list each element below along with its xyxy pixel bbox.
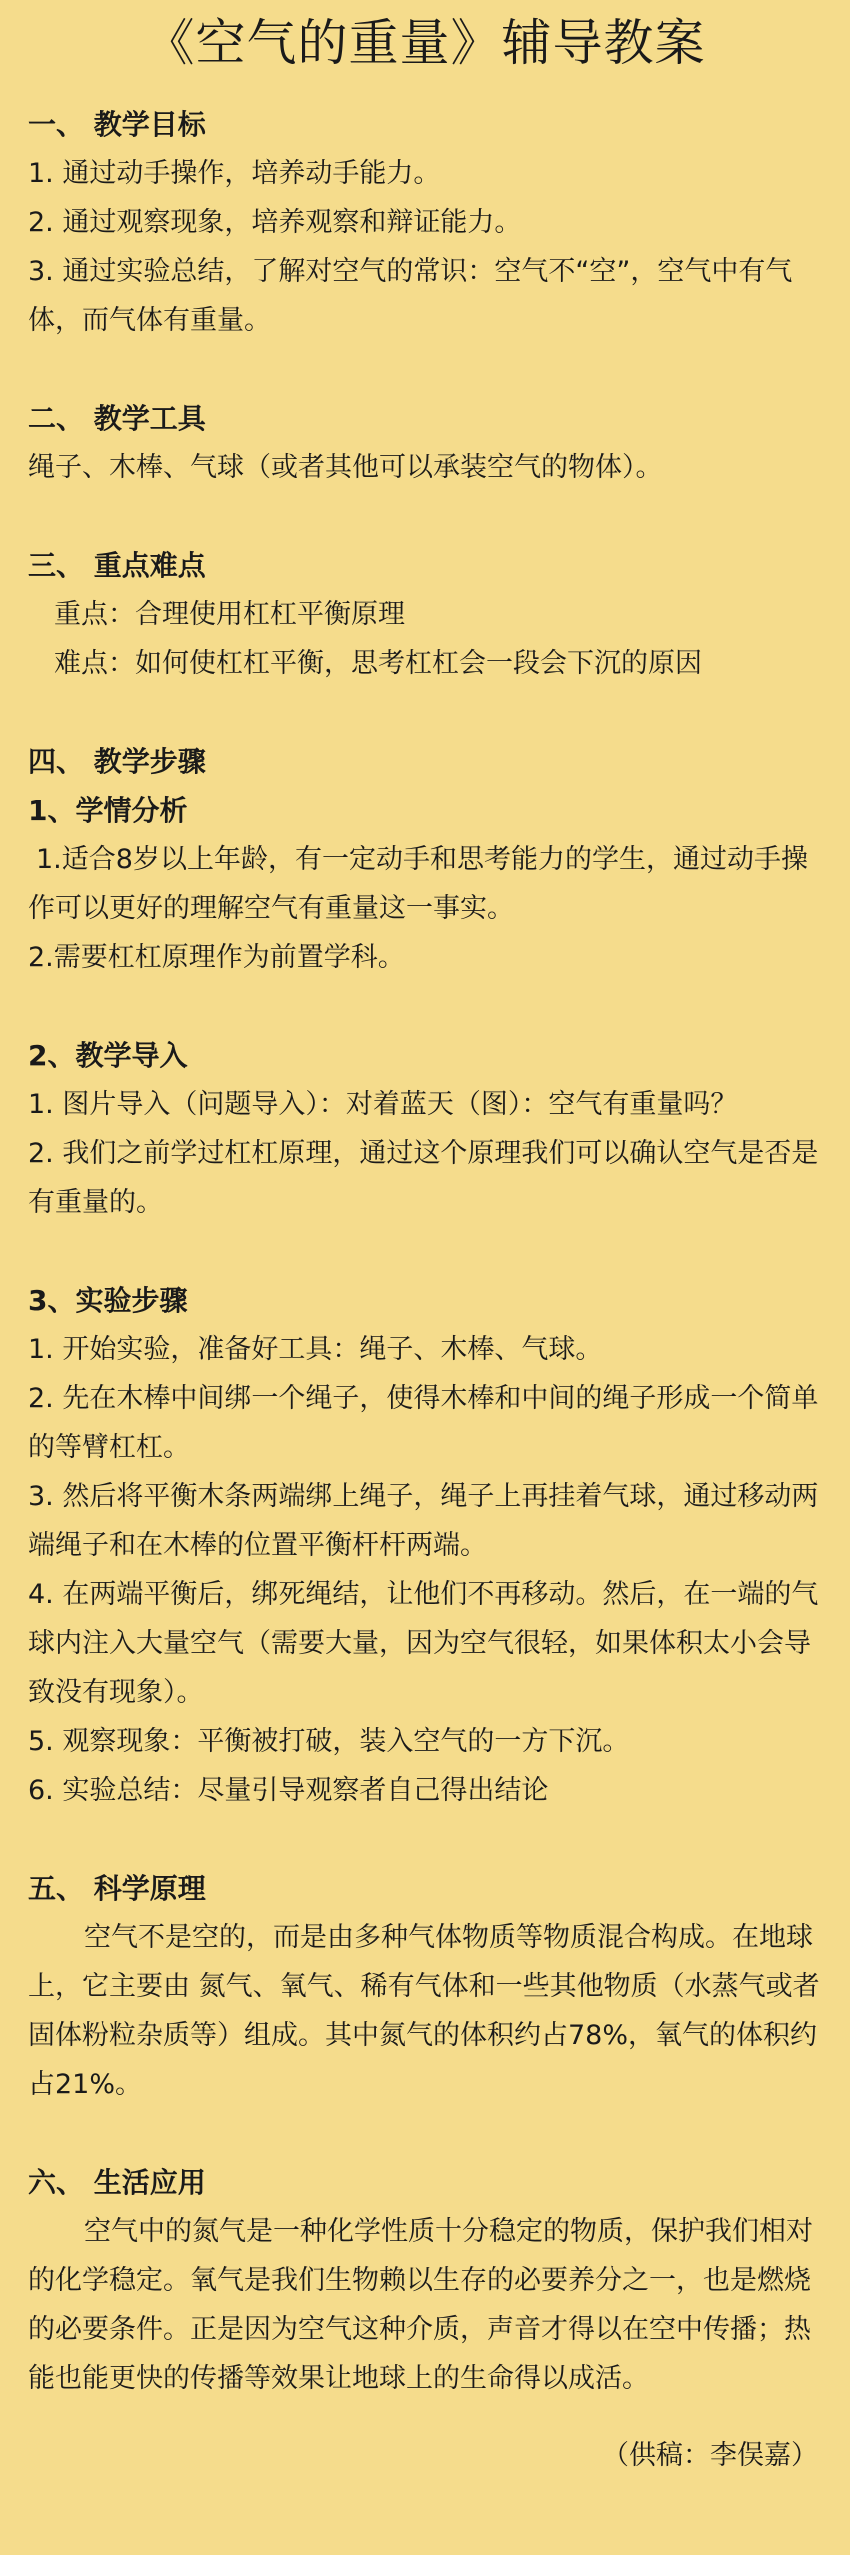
- section-heading-goals: 一、 教学目标: [28, 108, 206, 141]
- content: [28, 100, 822, 2480]
- difficulty-point: 难点：如何使杠杠平衡，思考杠杠会一段会下沉的原因: [54, 648, 702, 679]
- intro-item: 2. 我们之前学过杠杠原理，通过这个原理我们可以确认空气是否是有重量的。: [28, 1138, 819, 1218]
- goal-item: 3. 通过实验总结，了解对空气的常识：空气不“空”，空气中有气体，而气体有重量。: [28, 256, 793, 336]
- analysis-item: 1.适合8岁以上年龄，有一定动手和思考能力的学生，通过动手操作可以更好的理解空气有重量这一事实。: [28, 844, 808, 924]
- subsection-heading-analysis: 1、学情分析: [28, 794, 188, 827]
- section-heading-key-points: 三、 重点难点: [28, 549, 206, 582]
- subsection-heading-intro: 2、教学导入: [28, 1039, 188, 1072]
- section-heading-science: 五、 科学原理: [28, 1872, 206, 1905]
- page-title: 《空气的重量》辅导教案: [144, 14, 706, 72]
- tools-text: 绳子、木棒、气球（或者其他可以承装空气的物体）。: [28, 452, 663, 483]
- section-heading-tools: 二、 教学工具: [28, 402, 206, 435]
- experiment-step: 6. 实验总结：尽量引导观察者自己得出结论: [28, 1775, 549, 1806]
- section-heading-steps: 四、 教学步骤: [28, 745, 206, 778]
- section-heading-application: 六、 生活应用: [28, 2166, 206, 2199]
- science-text: 空气不是空的，而是由多种气体物质等物质混合构成。在地球上，它主要由 氮气、氧气、稀有气体和一些其他物质（水蒸气或者固体粉粒杂质等）组成。其中氮气的体积约占78%，氧气的体积约占21%。: [28, 1922, 820, 2100]
- analysis-item: 2.需要杠杠原理作为前置学科。: [28, 942, 405, 973]
- experiment-step: 1. 开始实验，准备好工具：绳子、木棒、气球。: [28, 1334, 603, 1365]
- experiment-step: 4. 在两端平衡后，绑死绳结，让他们不再移动。然后，在一端的气球内注入大量空气（需要大量，因为空气很轻，如果体积太小会导致没有现象）。: [28, 1579, 819, 1708]
- experiment-step: 2. 先在木棒中间绑一个绳子，使得木棒和中间的绳子形成一个简单的等臂杠杠。: [28, 1383, 819, 1463]
- goal-item: 2. 通过观察现象，培养观察和辩证能力。: [28, 207, 522, 238]
- experiment-step: 5. 观察现象：平衡被打破，装入空气的一方下沉。: [28, 1726, 630, 1757]
- intro-item: 1. 图片导入（问题导入）：对着蓝天（图）：空气有重量吗？: [28, 1089, 738, 1120]
- credit-line: （供稿：李俣嘉）: [602, 2440, 818, 2471]
- goal-item: 1. 通过动手操作，培养动手能力。: [28, 158, 441, 189]
- experiment-step: 3. 然后将平衡木条两端绑上绳子，绳子上再挂着气球，通过移动两端绳子和在木棒的位置平衡杆杆两端。: [28, 1481, 819, 1561]
- subsection-heading-experiment: 3、实验步骤: [28, 1284, 188, 1317]
- key-point: 重点：合理使用杠杠平衡原理: [54, 599, 405, 630]
- application-text: 空气中的氮气是一种化学性质十分稳定的物质，保护我们相对的化学稳定。氧气是我们生物赖以生存的必要养分之一，也是燃烧的必要条件。正是因为空气这种介质，声音才得以在空中传播；热能也能更快的传播等效果让地球上的生命得以成活。: [28, 2216, 813, 2394]
